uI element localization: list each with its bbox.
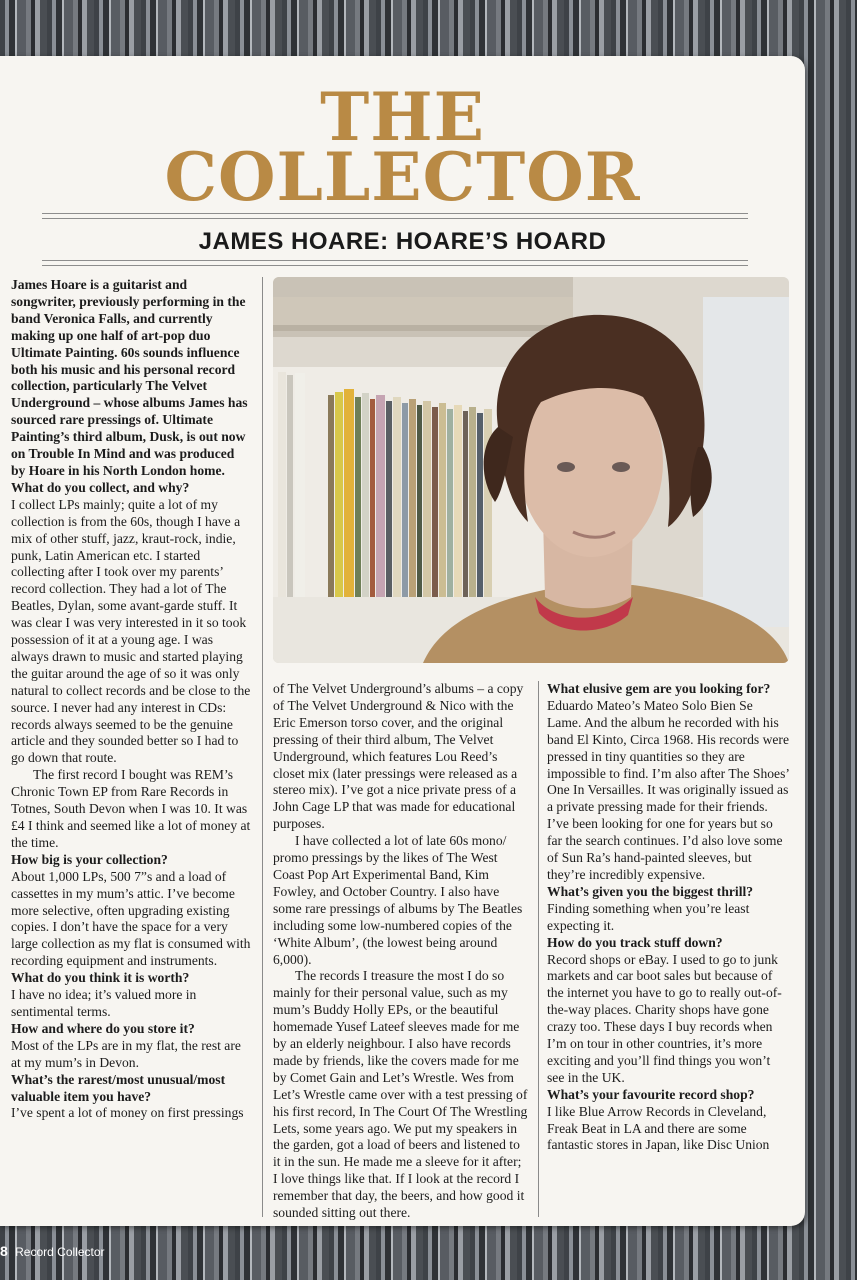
answer-first-record: The first record I bought was REM’s Chronic Town EP from Rare Records in Totnes, South Devon when I was 10. It was £4 I think and seemed like a lot of money at the time. [11,767,251,850]
page-footer [0,1243,105,1259]
answer-shop: I like Blue Arrow Records in Cleveland, Freak Beat in LA and there are some fantastic stores in Japan, like Disc Union [547,1103,770,1153]
answer-rarest-start: I’ve spent a lot of money on first pressings [11,1105,244,1121]
question-thrill: What’s given you the biggest thrill? [547,883,754,899]
question-shop: What’s your favourite record shop? [547,1086,755,1102]
intro-paragraph: James Hoare is a guitarist and songwriter, previously performing in the band Veronica Falls, and currently making up one half of art-pop duo Ultimate Painting. 60s sounds influence both his music and his personal record collection, particularly The Velvet Underground – whose albums James has sourced rare pressings of. Ultimate Painting’s third album, Dusk, is out now on Trouble In Mind and was produced by Hoare in his North London home. [11,277,248,478]
column-1 [11,277,251,1122]
question-size: How big is your collection? [11,851,168,867]
column-3 [547,681,789,1154]
answer-collect: I collect LPs mainly; quite a lot of my collection is from the 60s, though I have a mix of other stuff, jazz, kraut-rock, indie, punk, Latin American etc. I started collecting after I took over my parents’ record collection. They had a lot of The Beatles, Dylan, some avant-garde stuff. It was clear I was very interested in it so took possession of it at a young age. I was always drawn to music and started playing the guitar around the age of so it was only natural to collect records and be close to the source. I never had any interest in CDs: records always seemed to be the genuine article and they sounded better so I had to go down that route. [11,496,251,766]
portrait-illustration [273,277,789,663]
column-2 [273,681,528,1222]
question-store: How and where do you store it? [11,1020,195,1036]
answer-mono-promo: I have collected a lot of late 60s mono/ promo pressings by the likes of The West Coast Pop Art Experimental Band, Kim Fowley, and October Country. I also have some rare pressings of albums by The Beatles including some low-numbered copies of the ‘White Album’, (the lowest being around 6,000). [273,833,523,967]
magazine-name: Record Collector [15,1245,105,1259]
question-track: How do you track stuff down? [547,934,723,950]
answer-thrill: Finding something when you’re least expecting it. [547,900,750,933]
question-worth: What do you think it is worth? [11,970,190,986]
answer-worth: I have no idea; it’s valued more in sentimental terms. [11,987,197,1019]
answer-treasure: The records I treasure the most I do so mainly for their personal value, such as my mum’s Buddy Holly EPs, or the beautiful homemade Yusef Lateef sleeves made for me by an elderly neighbour. I also have records made by friends, like the covers made for me by Comet Gain and Let’s Wrestle. Wes from Let’s Wrestle came over with a test pressing of his first record, In The Court Of The Wrestling Lets, some years ago. We put my speakers in the garden, got a load of beers and listened to it in the sun. He made me a sleeve for it after; I love things like that. If I look at the record I remember that day, the beers, and how good it sounded sitting out there. [273,968,528,1221]
answer-elusive: Eduardo Mateo’s Mateo Solo Bien Se Lame. And the album he recorded with his band El Kinto, Circa 1968. His records were pressed in tiny quantities so they are impossible to find. I’m also after The Shoes’ One In Versailles. It was originally issued as a private pressing made for their friends. I’ve been looking for one for years but so far the search continues. I’d also love some of Sun Ra’s hand-painted sleeves, but they’re incredibly expensive. [547,697,789,882]
page-number: 8 [0,1243,8,1259]
article-panel [0,56,805,1226]
collector-photo [273,277,789,663]
title-rule-top [42,213,748,219]
answer-store: Most of the LPs are in my flat, the rest are at my mum’s in Devon. [11,1037,241,1070]
title-rule-bottom [42,260,748,266]
answer-size: About 1,000 LPs, 500 7”s and a load of cassettes in my mum’s attic. I’ve become more selective, often upgrading existing copies. I don’t have the space for a very large collection as my flat is consumed with recording equipment and instruments. [11,868,251,969]
title-line-1: THE [320,78,485,156]
title-line-2: COLLECTOR [164,138,641,216]
column-divider-1 [262,277,263,1217]
answer-track: Record shops or eBay. I used to go to junk markets and car boot sales but because of the internet you have to go to really out-of-the-way places. Charity shops have gone crazy too. These days I buy records when I’m on tour in other countries, it’s more exciting and you’ll find things you won’t see in the UK. [547,951,782,1085]
question-rarest: What’s the rarest/most unusual/most valuable item you have? [11,1071,226,1104]
column-divider-2 [538,681,539,1217]
question-elusive: What elusive gem are you looking for? [547,681,771,696]
article-subtitle: JAMES HOARE: HOARE’S HOARD [198,228,607,255]
answer-rarest-continued: of The Velvet Underground’s albums – a copy of The Velvet Underground & Nico with the Eric Emerson torso cover, and the original pressing of their third album, The Velvet Underground, which features Lou Reed’s closet mix (later pressings were released as a stereo mix). I’ve got a nice private press of a John Cage LP that was made for educational purposes. [273,681,524,832]
question-collect: What do you collect, and why? [11,479,190,495]
